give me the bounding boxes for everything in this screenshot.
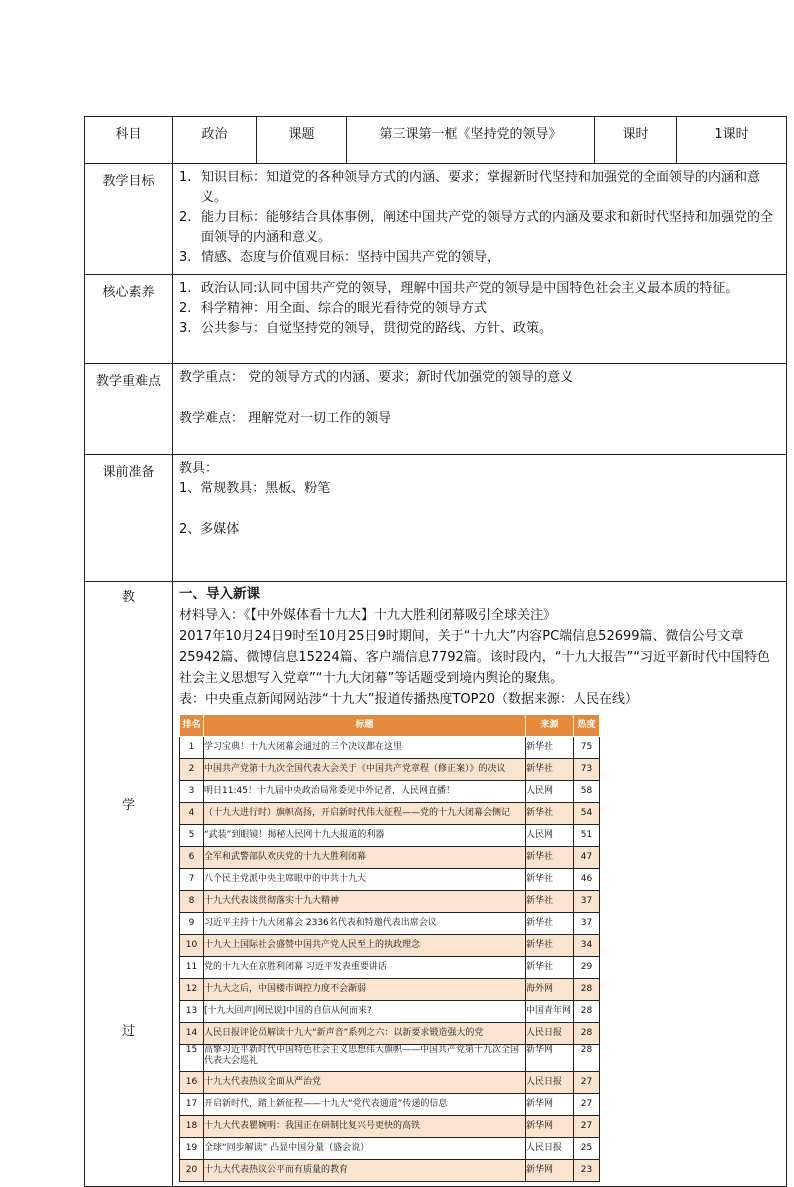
literacy-list bbox=[173, 275, 786, 341]
title-cell: 明日11:45！十九届中央政治局常委见中外记者，人民网直播！ bbox=[204, 781, 526, 803]
heat-cell: 54 bbox=[574, 803, 600, 825]
heat-table-header bbox=[180, 715, 600, 737]
table-row bbox=[180, 847, 600, 869]
source-cell: 新华社 bbox=[526, 913, 574, 935]
goal-number: 3. bbox=[179, 250, 192, 265]
heat-cell: 25 bbox=[574, 1138, 600, 1160]
material-intro: 材料导入：《【中外媒体看十九大】十九大胜利闭幕吸引全球关注》 bbox=[179, 608, 557, 623]
literacy-row bbox=[85, 275, 787, 364]
section-title: 一、导入新课 bbox=[179, 586, 260, 602]
source-cell: 新华社 bbox=[526, 737, 574, 759]
title-cell: 党的十九大在京胜利闭幕 习近平发表重要讲话 bbox=[204, 957, 526, 979]
heat-cell: 27 bbox=[574, 1094, 600, 1116]
table-row bbox=[180, 891, 600, 913]
heat-cell: 75 bbox=[574, 737, 600, 759]
source-cell: 人民日报 bbox=[526, 1138, 574, 1160]
goal-text: 情感、态度与价值观目标：坚持中国共产党的领导， bbox=[201, 250, 501, 265]
source-cell: 海外网 bbox=[526, 979, 574, 1001]
heat-cell: 28 bbox=[574, 1001, 600, 1023]
prep-label: 课前准备 bbox=[85, 455, 173, 582]
goal-number: 1. bbox=[179, 170, 192, 185]
source-cell: 新华社 bbox=[526, 891, 574, 913]
heat-cell: 23 bbox=[574, 1160, 600, 1182]
table-row bbox=[180, 1045, 600, 1072]
lesson-label: 课题 bbox=[257, 117, 347, 164]
prep-content bbox=[173, 455, 787, 582]
title-cell: 全球“同步解读” 凸显中国分量（盛会说） bbox=[204, 1138, 526, 1160]
source-cell: 新华社 bbox=[526, 847, 574, 869]
literacy-number: 1. bbox=[179, 281, 192, 296]
title-cell: （十九大进行时）旗帜高扬，开启新时代伟大征程——党的十九大闭幕会侧记 bbox=[204, 803, 526, 825]
prep-row bbox=[85, 455, 787, 582]
title-cell: 开启新时代，踏上新征程——十九大“党代表通道”传递的信息 bbox=[204, 1094, 526, 1116]
rank-cell: 7 bbox=[180, 869, 204, 891]
process-content bbox=[173, 582, 787, 1187]
rank-cell: 19 bbox=[180, 1138, 204, 1160]
heat-cell: 73 bbox=[574, 759, 600, 781]
literacy-item bbox=[179, 319, 780, 339]
lesson-plan bbox=[84, 116, 786, 1187]
table-row bbox=[180, 1116, 600, 1138]
title-cell: 十九大代表热议全面从严治党 bbox=[204, 1072, 526, 1094]
title-cell: 学习宝典！十九大闭幕会通过的三个决议都在这里 bbox=[204, 737, 526, 759]
process-row bbox=[85, 582, 787, 1187]
rank-cell: 13 bbox=[180, 1001, 204, 1023]
rank-cell: 12 bbox=[180, 979, 204, 1001]
table-row bbox=[180, 781, 600, 803]
heat-cell: 28 bbox=[574, 979, 600, 1001]
title-cell: 习近平主持十九大闭幕会 2336名代表和特邀代表出席会议 bbox=[204, 913, 526, 935]
rank-cell: 5 bbox=[180, 825, 204, 847]
source-cell: 人民网 bbox=[526, 781, 574, 803]
heat-cell: 27 bbox=[574, 1116, 600, 1138]
goal-text: 能力目标：能够结合具体事例，阐述中国共产党的领导方式的内涵及要求和新时代坚持和加强党的全面领导的内涵和意义。 bbox=[201, 210, 774, 245]
table-row bbox=[180, 913, 600, 935]
difficult-point: 教学难点： 理解党对一切工作的领导 bbox=[179, 411, 392, 426]
rank-cell: 9 bbox=[180, 913, 204, 935]
table-row bbox=[180, 737, 600, 759]
heat-cell: 28 bbox=[574, 1023, 600, 1045]
prep-line-2: 1、常规教具：黑板、粉笔 bbox=[179, 481, 331, 496]
source-cell: 新华社 bbox=[526, 803, 574, 825]
source-cell: 人民日报 bbox=[526, 1023, 574, 1045]
title-cell: 中国共产党第十九次全国代表大会关于《中国共产党章程（修正案）》的决议 bbox=[204, 759, 526, 781]
header-heat: 热度 bbox=[574, 715, 600, 737]
table-row bbox=[180, 1023, 600, 1045]
table-caption: 表：中央重点新闻网站涉“十九大”报道传播热度TOP20（数据来源：人民在线） bbox=[179, 692, 639, 707]
source-cell: 中国青年网 bbox=[526, 1001, 574, 1023]
rank-cell: 17 bbox=[180, 1094, 204, 1116]
source-cell: 新华网 bbox=[526, 1094, 574, 1116]
title-cell: 人民日报评论员解读十九大“新声音”系列之六：以新要求锻造强大的党 bbox=[204, 1023, 526, 1045]
goal-number: 2. bbox=[179, 210, 192, 225]
goal-item bbox=[179, 168, 780, 208]
source-cell: 人民网 bbox=[526, 825, 574, 847]
source-cell: 新华网 bbox=[526, 1116, 574, 1138]
hours-value: 1课时 bbox=[677, 117, 787, 164]
rank-cell: 2 bbox=[180, 759, 204, 781]
table-row bbox=[180, 825, 600, 847]
table-row bbox=[180, 1094, 600, 1116]
process-label bbox=[85, 582, 173, 1187]
literacy-text: 政治认同:认同中国共产党的领导，理解中国共产党的领导是中国特色社会主义最本质的特征。 bbox=[201, 281, 739, 296]
rank-cell: 6 bbox=[180, 847, 204, 869]
title-cell: 高擎习近平新时代中国特色社会主义思想伟大旗帜——中国共产党第十九次全国代表大会巡礼 bbox=[204, 1045, 526, 1072]
material-paragraph: 2017年10月24日9时至10月25日9时期间，关于“十九大”内容PC端信息52699篇、微信公号文章25942篇、微博信息15224篇、客户端信息7792篇。该时段内，“十九大报告”“习近平新时代中国特色社会主义思想写入党章”“十九大闭幕”等话题受到境内舆论的聚焦。 bbox=[179, 629, 770, 686]
heat-cell: 46 bbox=[574, 869, 600, 891]
source-cell: 新华社 bbox=[526, 759, 574, 781]
heat-cell: 47 bbox=[574, 847, 600, 869]
goals-row bbox=[85, 164, 787, 275]
title-cell: “武装”到眼镜！揭秘人民网十九大报道的利器 bbox=[204, 825, 526, 847]
title-cell: 十九大之后，中国楼市调控力度不会渐弱 bbox=[204, 979, 526, 1001]
literacy-number: 3. bbox=[179, 321, 192, 336]
title-cell: 十九大代表热议公平而有质量的教育 bbox=[204, 1160, 526, 1182]
title-cell: 十九大代表瞿婉明：我国正在研制比复兴号更快的高铁 bbox=[204, 1116, 526, 1138]
table-row bbox=[180, 1072, 600, 1094]
heat-table-body bbox=[180, 737, 600, 1182]
header-row bbox=[85, 117, 787, 164]
table-row bbox=[180, 869, 600, 891]
key-point: 教学重点： 党的领导方式的内涵、要求；新时代加强党的领导的意义 bbox=[179, 370, 574, 385]
goal-item bbox=[179, 208, 780, 248]
source-cell: 新华网 bbox=[526, 1160, 574, 1182]
table-row bbox=[180, 935, 600, 957]
rank-cell: 4 bbox=[180, 803, 204, 825]
heat-ranking-table bbox=[179, 714, 600, 1182]
rank-cell: 14 bbox=[180, 1023, 204, 1045]
source-cell: 新华网 bbox=[526, 1045, 574, 1072]
process-label-char: 学 bbox=[121, 798, 135, 813]
literacy-number: 2. bbox=[179, 301, 192, 316]
source-cell: 人民日报 bbox=[526, 1072, 574, 1094]
table-row bbox=[180, 759, 600, 781]
goal-text: 知识目标：知道党的各种领导方式的内涵、要求；掌握新时代坚持和加强党的全面领导的内涵和意义。 bbox=[201, 170, 761, 205]
subject-label: 科目 bbox=[85, 117, 173, 164]
source-cell: 新华社 bbox=[526, 935, 574, 957]
goals-label: 教学目标 bbox=[85, 164, 173, 275]
subject-value: 政治 bbox=[173, 117, 257, 164]
heat-cell: 58 bbox=[574, 781, 600, 803]
source-cell: 新华社 bbox=[526, 957, 574, 979]
goals-content bbox=[173, 164, 787, 275]
table-row bbox=[180, 957, 600, 979]
title-cell: 十九大上国际社会盛赞中国共产党人民至上的执政理念 bbox=[204, 935, 526, 957]
literacy-text: 科学精神：用全面、综合的眼光看待党的领导方式 bbox=[201, 301, 488, 316]
table-row bbox=[180, 1160, 600, 1182]
table-row bbox=[180, 803, 600, 825]
rank-cell: 15 bbox=[180, 1045, 204, 1072]
heat-cell: 37 bbox=[574, 913, 600, 935]
heat-cell: 27 bbox=[574, 1072, 600, 1094]
heat-cell: 37 bbox=[574, 891, 600, 913]
literacy-item bbox=[179, 299, 780, 319]
title-cell: [十九大回声|网民说]中国的自信从何而来? bbox=[204, 1001, 526, 1023]
rank-cell: 8 bbox=[180, 891, 204, 913]
literacy-text: 公共参与：自觉坚持党的领导，贯彻党的路线、方针、政策。 bbox=[201, 321, 553, 336]
literacy-label: 核心素养 bbox=[85, 275, 173, 364]
rank-cell: 11 bbox=[180, 957, 204, 979]
table-row bbox=[180, 1001, 600, 1023]
rank-cell: 3 bbox=[180, 781, 204, 803]
rank-cell: 1 bbox=[180, 737, 204, 759]
header-rank: 排名 bbox=[180, 715, 204, 737]
literacy-content bbox=[173, 275, 787, 364]
keypoints-label: 教学重难点 bbox=[85, 364, 173, 455]
rank-cell: 10 bbox=[180, 935, 204, 957]
rank-cell: 20 bbox=[180, 1160, 204, 1182]
process-label-char: 教 bbox=[121, 590, 135, 605]
header-source: 来源 bbox=[526, 715, 574, 737]
heat-cell: 51 bbox=[574, 825, 600, 847]
header-title: 标题 bbox=[204, 715, 526, 737]
lesson-plan-table bbox=[84, 116, 787, 1187]
hours-label: 课时 bbox=[595, 117, 677, 164]
title-cell: 八个民主党派中央主席眼中的中共十九大 bbox=[204, 869, 526, 891]
table-row bbox=[180, 979, 600, 1001]
prep-line-3: 2、多媒体 bbox=[179, 522, 240, 537]
title-cell: 十九大代表谈贯彻落实十九大精神 bbox=[204, 891, 526, 913]
goals-list bbox=[173, 164, 786, 270]
goal-item bbox=[179, 248, 780, 268]
keypoints-content bbox=[173, 364, 787, 455]
title-cell: 全军和武警部队欢庆党的十九大胜利闭幕 bbox=[204, 847, 526, 869]
rank-cell: 16 bbox=[180, 1072, 204, 1094]
table-row bbox=[180, 1138, 600, 1160]
rank-cell: 18 bbox=[180, 1116, 204, 1138]
lesson-value: 第三课第一框《坚持党的领导》 bbox=[347, 117, 595, 164]
heat-cell: 34 bbox=[574, 935, 600, 957]
heat-cell: 28 bbox=[574, 1045, 600, 1072]
prep-line-1: 教具： bbox=[179, 461, 219, 476]
process-label-char: 过 bbox=[121, 1024, 135, 1039]
heat-cell: 29 bbox=[574, 957, 600, 979]
source-cell: 新华社 bbox=[526, 869, 574, 891]
literacy-item bbox=[179, 279, 780, 299]
keypoints-row bbox=[85, 364, 787, 455]
